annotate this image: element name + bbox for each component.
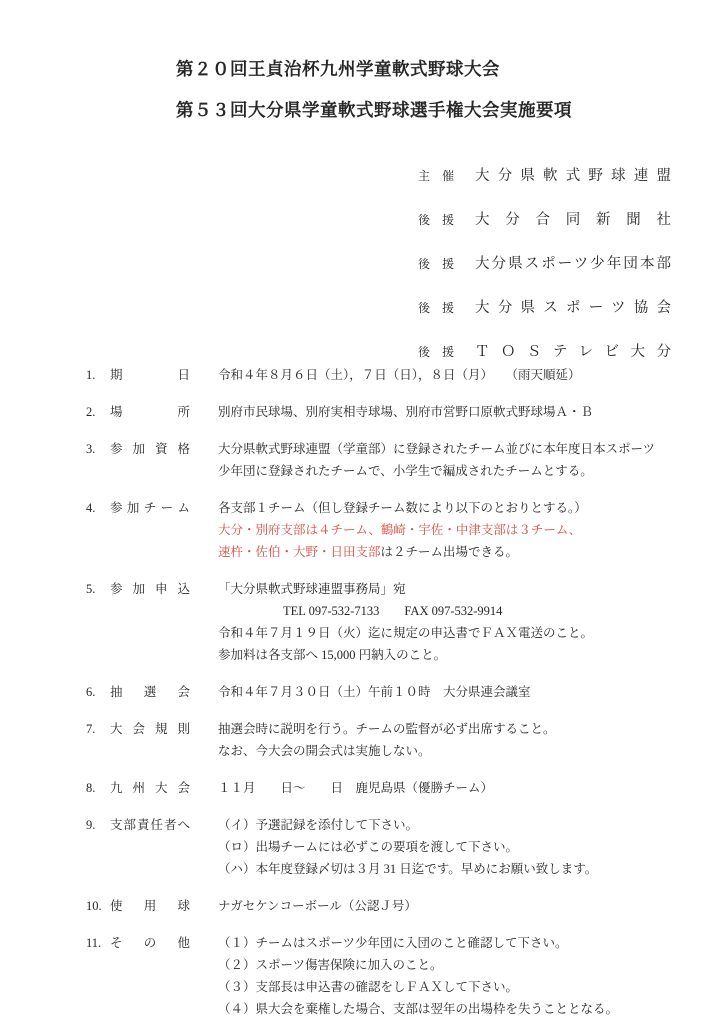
sponsor-name: 大分県軟式野球連盟 [475,168,671,184]
text-segment: は２チーム出場できる。 [380,545,519,559]
sponsor-role-label: 後援 [418,257,454,271]
item-content [218,681,686,703]
content-line [218,976,686,998]
item-content [218,895,686,917]
text-segment: （１）チームはスポーツ少年団に入団のこと確認して下さい。 [218,936,568,950]
list-item [86,401,686,423]
text-segment: ナガセケンコーボール（公認Ｊ号） [218,899,417,913]
sponsor-role-label: 後援 [418,345,454,359]
text-segment: （２）スポーツ傷害保険に加入のこと。 [218,958,443,972]
content-line [218,836,686,858]
item-number: 1. [86,368,96,382]
content-line [218,578,686,600]
list-item [86,777,686,799]
content-line [218,497,686,519]
item-content [218,401,686,423]
items-list [86,364,686,1024]
content-line [218,718,686,740]
text-segment: （３）支部長は申込書の確認をしＦＡＸして下さい。 [218,980,519,994]
item-label: 抽選会 [110,685,190,699]
content-line [218,364,686,386]
text-segment: 令和４年７月３０日（土）午前１０時 大分県連会議室 [218,685,531,699]
sponsor-row [418,164,671,185]
item-content [218,364,686,386]
item-content [218,814,686,880]
text-segment: （ハ）本年度登録〆切は３月 31 日迄です。早めにお願い致します。 [218,862,598,876]
item-number: 3. [86,442,96,456]
content-line [218,777,686,799]
text-segment: （イ）予選記録を添付して下さい。 [218,818,419,832]
item-number: 11. [86,936,102,950]
text-segment-red: 大分・別府支部は４チーム、鶴崎・宇佐・中津支部は３チーム、 [218,523,582,537]
item-number: 4. [86,501,96,515]
item-label: 場所 [110,405,190,419]
item-content [218,497,686,563]
item-label: その他 [110,936,190,950]
item-number: 5. [86,582,96,596]
item-number: 10. [86,899,102,913]
text-segment: 「大分県軟式野球連盟事務局」宛 [218,582,406,596]
item-content [218,718,686,762]
item-number: 9. [86,818,96,832]
text-segment: 各支部１チーム（但し登録チーム数により以下のとおりとする。） [218,501,587,515]
content-line [218,438,686,460]
content-line [218,740,686,762]
sponsor-row [418,252,671,273]
text-segment: （４）県大会を棄権した場合、支部は翌年の出場枠を失うこととなる。 [218,1002,619,1016]
content-line [218,954,686,976]
item-content [218,438,686,482]
item-number: 7. [86,722,96,736]
text-segment-red: 速杵・佐伯・大野・日田支部 [218,545,381,559]
sponsor-role-label: 後援 [418,301,454,315]
text-segment: TEL 097-532-7133 FAX 097-532-9914 [283,604,503,618]
content-line [218,541,686,563]
item-label: 大会規則 [110,722,190,736]
item-label: 支部責任者へ [110,818,190,832]
sponsor-name: 大分合同新聞社 [475,212,671,228]
text-segment: 抽選会時に説明を行う。チームの監督が必ず出席すること。 [218,722,556,736]
item-content [218,932,686,1020]
sponsor-block [418,164,671,384]
content-line [218,644,686,666]
content-line [218,932,686,954]
list-item [86,438,686,482]
sponsor-role-label: 後援 [418,213,454,227]
text-segment: なお、今大会の開会式は実施しない。 [218,744,431,758]
text-segment: 令和４年８月６日（土），７日（日），８日（月） （雨天順延） [218,368,581,382]
content-line [218,519,686,541]
text-segment: 令和４年７月１９日（火）迄に規定の申込書でＦＡＸ電送のこと。 [218,626,594,640]
item-content [218,578,686,666]
list-item [86,681,686,703]
content-line [218,858,686,880]
tournament-title-line2: 第５３回大分県学童軟式野球選手権大会実施要項 [176,100,572,120]
item-label: 使用球 [110,899,190,913]
item-label: 参加チーム [110,501,190,515]
list-item [86,497,686,563]
item-label: 期日 [110,368,190,382]
sponsor-row [418,208,671,229]
list-item [86,932,686,1020]
content-line [218,622,686,644]
content-line [218,998,686,1020]
text-segment: 別府市民球場、別府実相寺球場、別府市営野口原軟式野球場Ａ・Ｂ [218,405,594,419]
list-item [86,895,686,917]
text-segment: 大分県軟式野球連盟（学童部）に登録されたチーム並びに本年度日本スポーツ [218,442,656,456]
item-number: 8. [86,781,96,795]
sponsor-name: ＴＯＳテレビ大分 [475,344,671,360]
item-number: 2. [86,405,96,419]
tournament-title-line1: 第２０回王貞治杯九州学童軟式野球大会 [176,59,500,79]
text-segment: 少年団に登録されたチームで、小学生で編成されたチームとする。 [218,464,593,478]
item-label: 参加申込 [110,582,190,596]
content-line [218,460,686,482]
sponsor-row [418,296,671,317]
list-item [86,364,686,386]
text-segment: （ロ）出場チームには必ずこの要項を渡して下さい。 [218,840,519,854]
content-line [218,600,686,622]
sponsor-name: 大分県スポーツ少年団本部 [475,256,671,272]
item-content [218,777,686,799]
content-line [218,681,686,703]
content-line [218,814,686,836]
list-item [86,814,686,880]
text-segment: 参加料は各支部へ 15,000 円納入のこと。 [218,648,447,662]
item-number: 6. [86,685,96,699]
title-block [176,58,572,121]
sponsor-row [418,340,671,361]
list-item [86,718,686,762]
sponsor-name: 大分県スポーツ協会 [475,300,671,316]
item-label: 参加資格 [110,442,190,456]
text-segment: １１月 日～ 日 鹿児島県（優勝チーム） [218,781,494,795]
content-line [218,401,686,423]
sponsor-role-label: 主催 [418,169,454,183]
item-label: 九州大会 [110,781,190,795]
content-line [218,895,686,917]
list-item [86,578,686,666]
